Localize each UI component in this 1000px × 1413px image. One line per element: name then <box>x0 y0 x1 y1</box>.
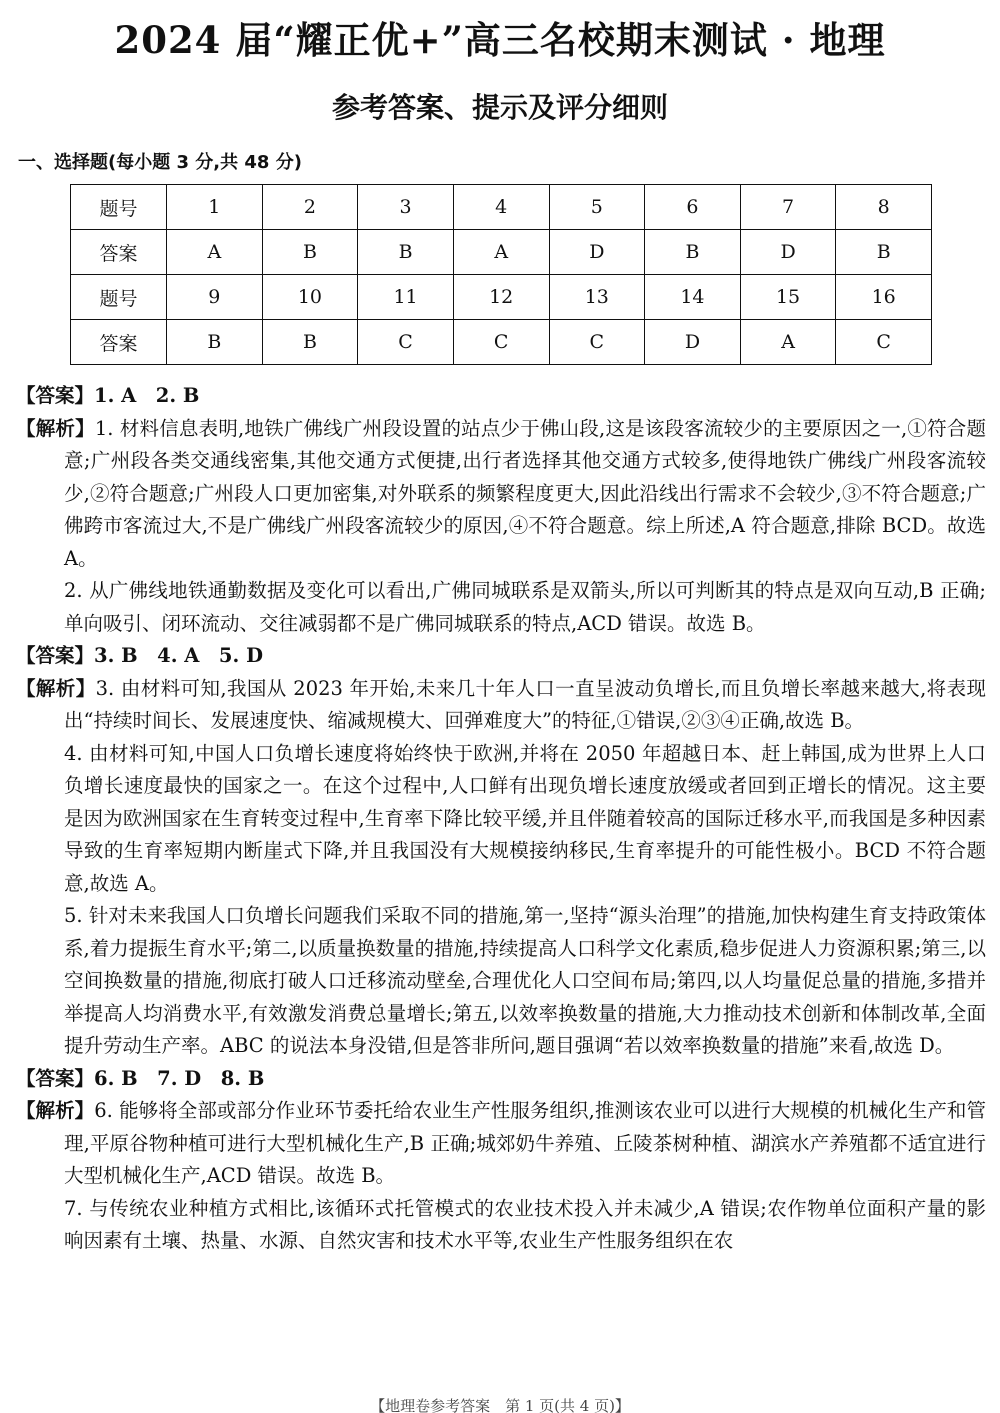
answer-line <box>16 640 986 673</box>
table-cell: A <box>740 320 836 365</box>
answer-text: 6. B 7. D 8. B <box>94 1066 265 1090</box>
explanation-paragraph <box>16 673 986 738</box>
table-cell: 11 <box>358 275 454 320</box>
table-cell: 8 <box>836 185 932 230</box>
table-cell: 题号 <box>71 275 167 320</box>
table-cell: 12 <box>453 275 549 320</box>
explanation-paragraph: 2. 从广佛线地铁通勤数据及变化可以看出,广佛同城联系是双箭头,所以可判断其的特点是双向互动,B 正确;单向吸引、闭环流动、交往减弱都不是广佛同城联系的特点,ACD 错误。故选 B。 <box>64 579 986 635</box>
table-cell: D <box>740 230 836 275</box>
table-cell: 9 <box>167 275 263 320</box>
table-cell: 14 <box>645 275 741 320</box>
table-cell: 7 <box>740 185 836 230</box>
table-cell: D <box>645 320 741 365</box>
table-cell: A <box>167 230 263 275</box>
table-cell: 13 <box>549 275 645 320</box>
table-cell: C <box>836 320 932 365</box>
table-cell: 10 <box>262 275 358 320</box>
table-cell: 3 <box>358 185 454 230</box>
table-cell: C <box>549 320 645 365</box>
table-cell: B <box>645 230 741 275</box>
table-cell: 6 <box>645 185 741 230</box>
table-cell: B <box>167 320 263 365</box>
explanation-paragraph: 5. 针对未来我国人口负增长问题我们采取不同的措施,第一,坚持“源头治理”的措施,加快构建生育支持政策体系,着力提振生育水平;第二,以质量换数量的措施,持续提高人口科学文化素质,稳步促进人力资源积累;第三,以空间换数量的措施,彻底打破人口迁移流动壁垒,合理优化人口空间布局;第四,以人均量促总量的措施,多措并举提高人均消费水平,有效激发消费总量增长;第五,以效率换数量的措施,大力推动技术创新和体制改革,全面提升劳动生产率。ABC 的说法本身没错,但是答非所问,题目强调“若以效率换数量的措施”来看,故选 D。 <box>64 904 986 1057</box>
table-cell: B <box>262 230 358 275</box>
document-subtitle: 参考答案、提示及评分细则 <box>331 91 668 124</box>
table-cell: B <box>358 230 454 275</box>
explanation-paragraph <box>16 413 986 576</box>
table-cell: B <box>262 320 358 365</box>
explanation-paragraph: 7. 与传统农业种植方式相比,该循环式托管模式的农业技术投入并未减少,A 错误;农作物单位面积产量的影响因素有土壤、热量、水源、自然灾害和技术水平等,农业生产性服务组织在农 <box>64 1196 986 1252</box>
table-cell: 4 <box>453 185 549 230</box>
explanation-paragraph: 4. 由材料可知,中国人口负增长速度将始终快于欧洲,并将在 2050 年超越日本、赶上韩国,成为世界上人口负增长速度最快的国家之一。在这个过程中,人口鲜有出现负增长速度放缓或者回到正增长的情况。这主要是因为欧洲国家在生育转变过程中,生育率下降比较平缓,并且伴随着较高的国际迁移水平,而我国是多种因素导致的生育率短期内断崖式下降,并且我国没有大规模接纳移民,生育率提升的可能性极小。BCD 不符合题意,故选 A。 <box>64 741 986 895</box>
answer-line <box>16 1063 986 1096</box>
table-cell: 15 <box>740 275 836 320</box>
answer-text: 1. A 2. B <box>94 384 200 407</box>
answer-label: 【答案】 <box>16 644 95 667</box>
explanation-text: 1. 材料信息表明,地铁广佛线广州段设置的站点少于佛山段,这是该段客流较少的主要原因之一,①符合题意;广州段各类交通线密集,其他交通方式便捷,出行者选择其他交通方式较多,使得地铁广佛线广州段客流较少,②符合题意;广州段人口更加密集,对外联系的频繁程度更大,因此沿线出行需求不会较少,③不符合题意;广佛跨市客流过大,不是广佛线广州段客流较少的原因,④不符合题意。综上所述,A 符合题意,排除 BCD。故选 A。 <box>64 416 986 570</box>
table-row <box>71 275 932 320</box>
explanation-text: 3. 由材料可知,我国从 2023 年开始,未来几十年人口一直呈波动负增长,而且负增长率越来越大,将表现出“持续时间长、发展速度快、缩减规模大、回弹难度大”的特征,①错误,②③④正确,故选 B。 <box>64 676 986 732</box>
explanation-label: 【解析】 <box>16 1099 95 1122</box>
table-cell: B <box>836 230 932 275</box>
answer-table <box>70 184 932 365</box>
answer-label: 【答案】 <box>16 1066 95 1090</box>
table-cell: 16 <box>836 275 932 320</box>
table-row <box>71 320 932 365</box>
explanation-text: 6. 能够将全部或部分作业环节委托给农业生产性服务组织,推测该农业可以进行大规模的机械化生产和管理,平原谷物种植可进行大型机械化生产,B 正确;城郊奶牛养殖、丘陵茶树种植、湖滨水产养殖都不适宜进行大型机械化生产,ACD 错误。故选 B。 <box>64 1099 986 1187</box>
answer-label: 【答案】 <box>16 384 95 407</box>
table-row <box>71 230 932 275</box>
table-cell: 答案 <box>71 230 167 275</box>
document-title: 2024 届“耀正优+”高三名校期末测试 · 地理 <box>114 18 886 62</box>
page-footer: 【地理卷参考答案 第 1 页(共 4 页)】 <box>370 1397 630 1413</box>
table-row <box>71 185 932 230</box>
explanation-paragraph <box>16 1095 986 1193</box>
table-cell: 答案 <box>71 320 167 365</box>
table-cell: 5 <box>549 185 645 230</box>
explanation-label: 【解析】 <box>16 676 96 700</box>
answer-line <box>16 380 986 413</box>
table-cell: D <box>549 230 645 275</box>
answer-text: 3. B 4. A 5. D <box>94 644 263 667</box>
table-cell: A <box>453 230 549 275</box>
answer-explanations <box>16 380 986 1258</box>
explanation-label: 【解析】 <box>16 416 95 440</box>
table-cell: 题号 <box>71 185 167 230</box>
table-cell: 2 <box>262 185 358 230</box>
table-cell: C <box>453 320 549 365</box>
section-heading: 一、选择题(每小题 3 分,共 48 分) <box>18 152 302 173</box>
table-cell: C <box>358 320 454 365</box>
table-cell: 1 <box>167 185 263 230</box>
